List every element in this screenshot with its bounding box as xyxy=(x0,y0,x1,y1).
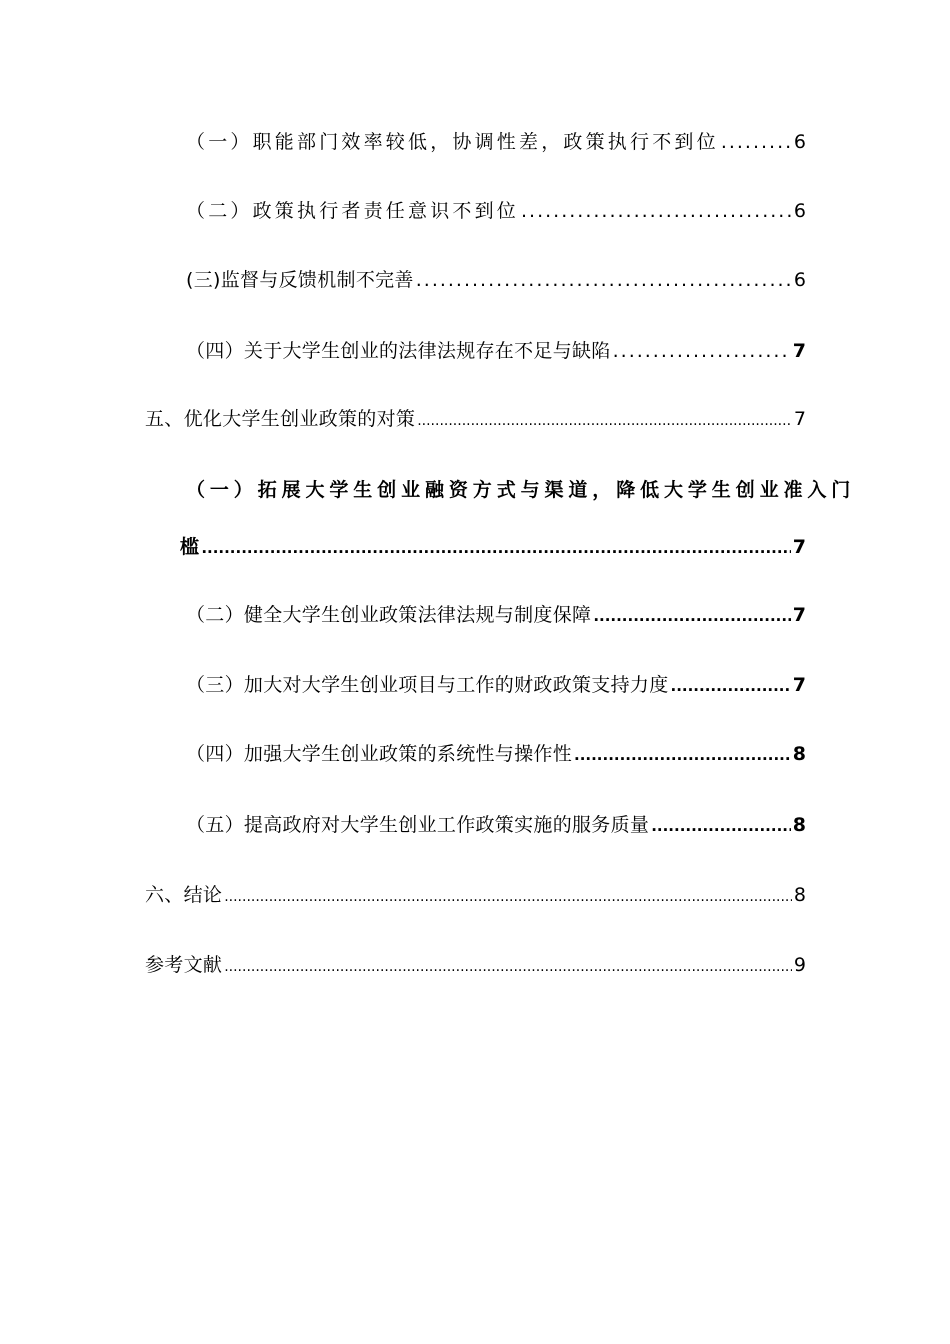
toc-entry-title: （四）关于大学生创业的法律法规存在不足与缺陷 xyxy=(186,340,611,362)
toc-entry-section-6[interactable] xyxy=(145,880,806,910)
toc-page-number: 7 xyxy=(792,674,806,696)
toc-dot-leader xyxy=(224,952,792,982)
toc-page-number: 7 xyxy=(792,604,806,626)
toc-entry-5-1-line2[interactable] xyxy=(180,532,806,562)
toc-entry-references[interactable] xyxy=(145,950,806,980)
toc-entry-5-1-line1[interactable]: （一）拓展大学生创业融资方式与渠道，降低大学生创业准入门 xyxy=(186,479,856,501)
toc-dot-leader xyxy=(593,601,790,631)
toc-dot-leader xyxy=(224,882,792,912)
toc-entry-4-1[interactable] xyxy=(186,127,806,157)
toc-entry-4-4[interactable] xyxy=(186,336,806,366)
toc-entry-title: （五）提高政府对大学生创业工作政策实施的服务质量 xyxy=(186,814,650,836)
toc-dot-leader xyxy=(521,196,792,226)
toc-page-number: 7 xyxy=(793,408,806,430)
toc-dot-leader xyxy=(613,336,791,366)
toc-entry-5-5[interactable] xyxy=(186,810,806,840)
toc-page-number: 6 xyxy=(793,131,806,153)
toc-entry-title: （二）政策执行者责任意识不到位 xyxy=(186,200,520,222)
toc-entry-title: （二）健全大学生创业政策法律法规与制度保障 xyxy=(186,604,592,626)
toc-entry-title: 参考文献 xyxy=(145,954,223,976)
toc-page-number: 6 xyxy=(793,269,806,291)
toc-entry-5-2[interactable] xyxy=(186,600,806,630)
toc-page-number: 7 xyxy=(792,536,806,558)
toc-entry-title: (三)监督与反馈机制不完善 xyxy=(186,269,414,291)
toc-entry-5-3[interactable] xyxy=(186,670,806,700)
toc-entry-title: （三）加大对大学生创业项目与工作的财政政策支持力度 xyxy=(186,674,669,696)
toc-page-number: 9 xyxy=(793,954,806,976)
toc-dot-leader xyxy=(651,811,791,841)
toc-entry-title: 槛 xyxy=(180,536,200,558)
toc-page-number: 8 xyxy=(793,884,806,906)
toc-dot-leader xyxy=(416,265,792,295)
toc-entry-4-2[interactable] xyxy=(186,196,806,226)
toc-entry-section-5[interactable] xyxy=(145,404,806,434)
toc-entry-title: 五、优化大学生创业政策的对策 xyxy=(145,408,416,430)
toc-dot-leader xyxy=(721,127,792,157)
toc-entry-title: （一）职能部门效率较低，协调性差，政策执行不到位 xyxy=(186,131,719,153)
toc-dot-leader xyxy=(574,740,791,770)
toc-entry-title: 六、结论 xyxy=(145,884,223,906)
toc-page-number: 6 xyxy=(793,200,806,222)
toc-page-number: 8 xyxy=(792,743,806,765)
toc-entry-5-4[interactable] xyxy=(186,739,806,769)
toc-entry-4-3[interactable] xyxy=(186,265,806,295)
toc-entry-title: （四）加强大学生创业政策的系统性与操作性 xyxy=(186,743,573,765)
toc-dot-leader xyxy=(201,533,790,563)
toc-dot-leader xyxy=(671,671,791,701)
toc-page-number: 7 xyxy=(792,340,806,362)
toc-dot-leader xyxy=(417,406,792,436)
toc-page-number: 8 xyxy=(792,814,806,836)
